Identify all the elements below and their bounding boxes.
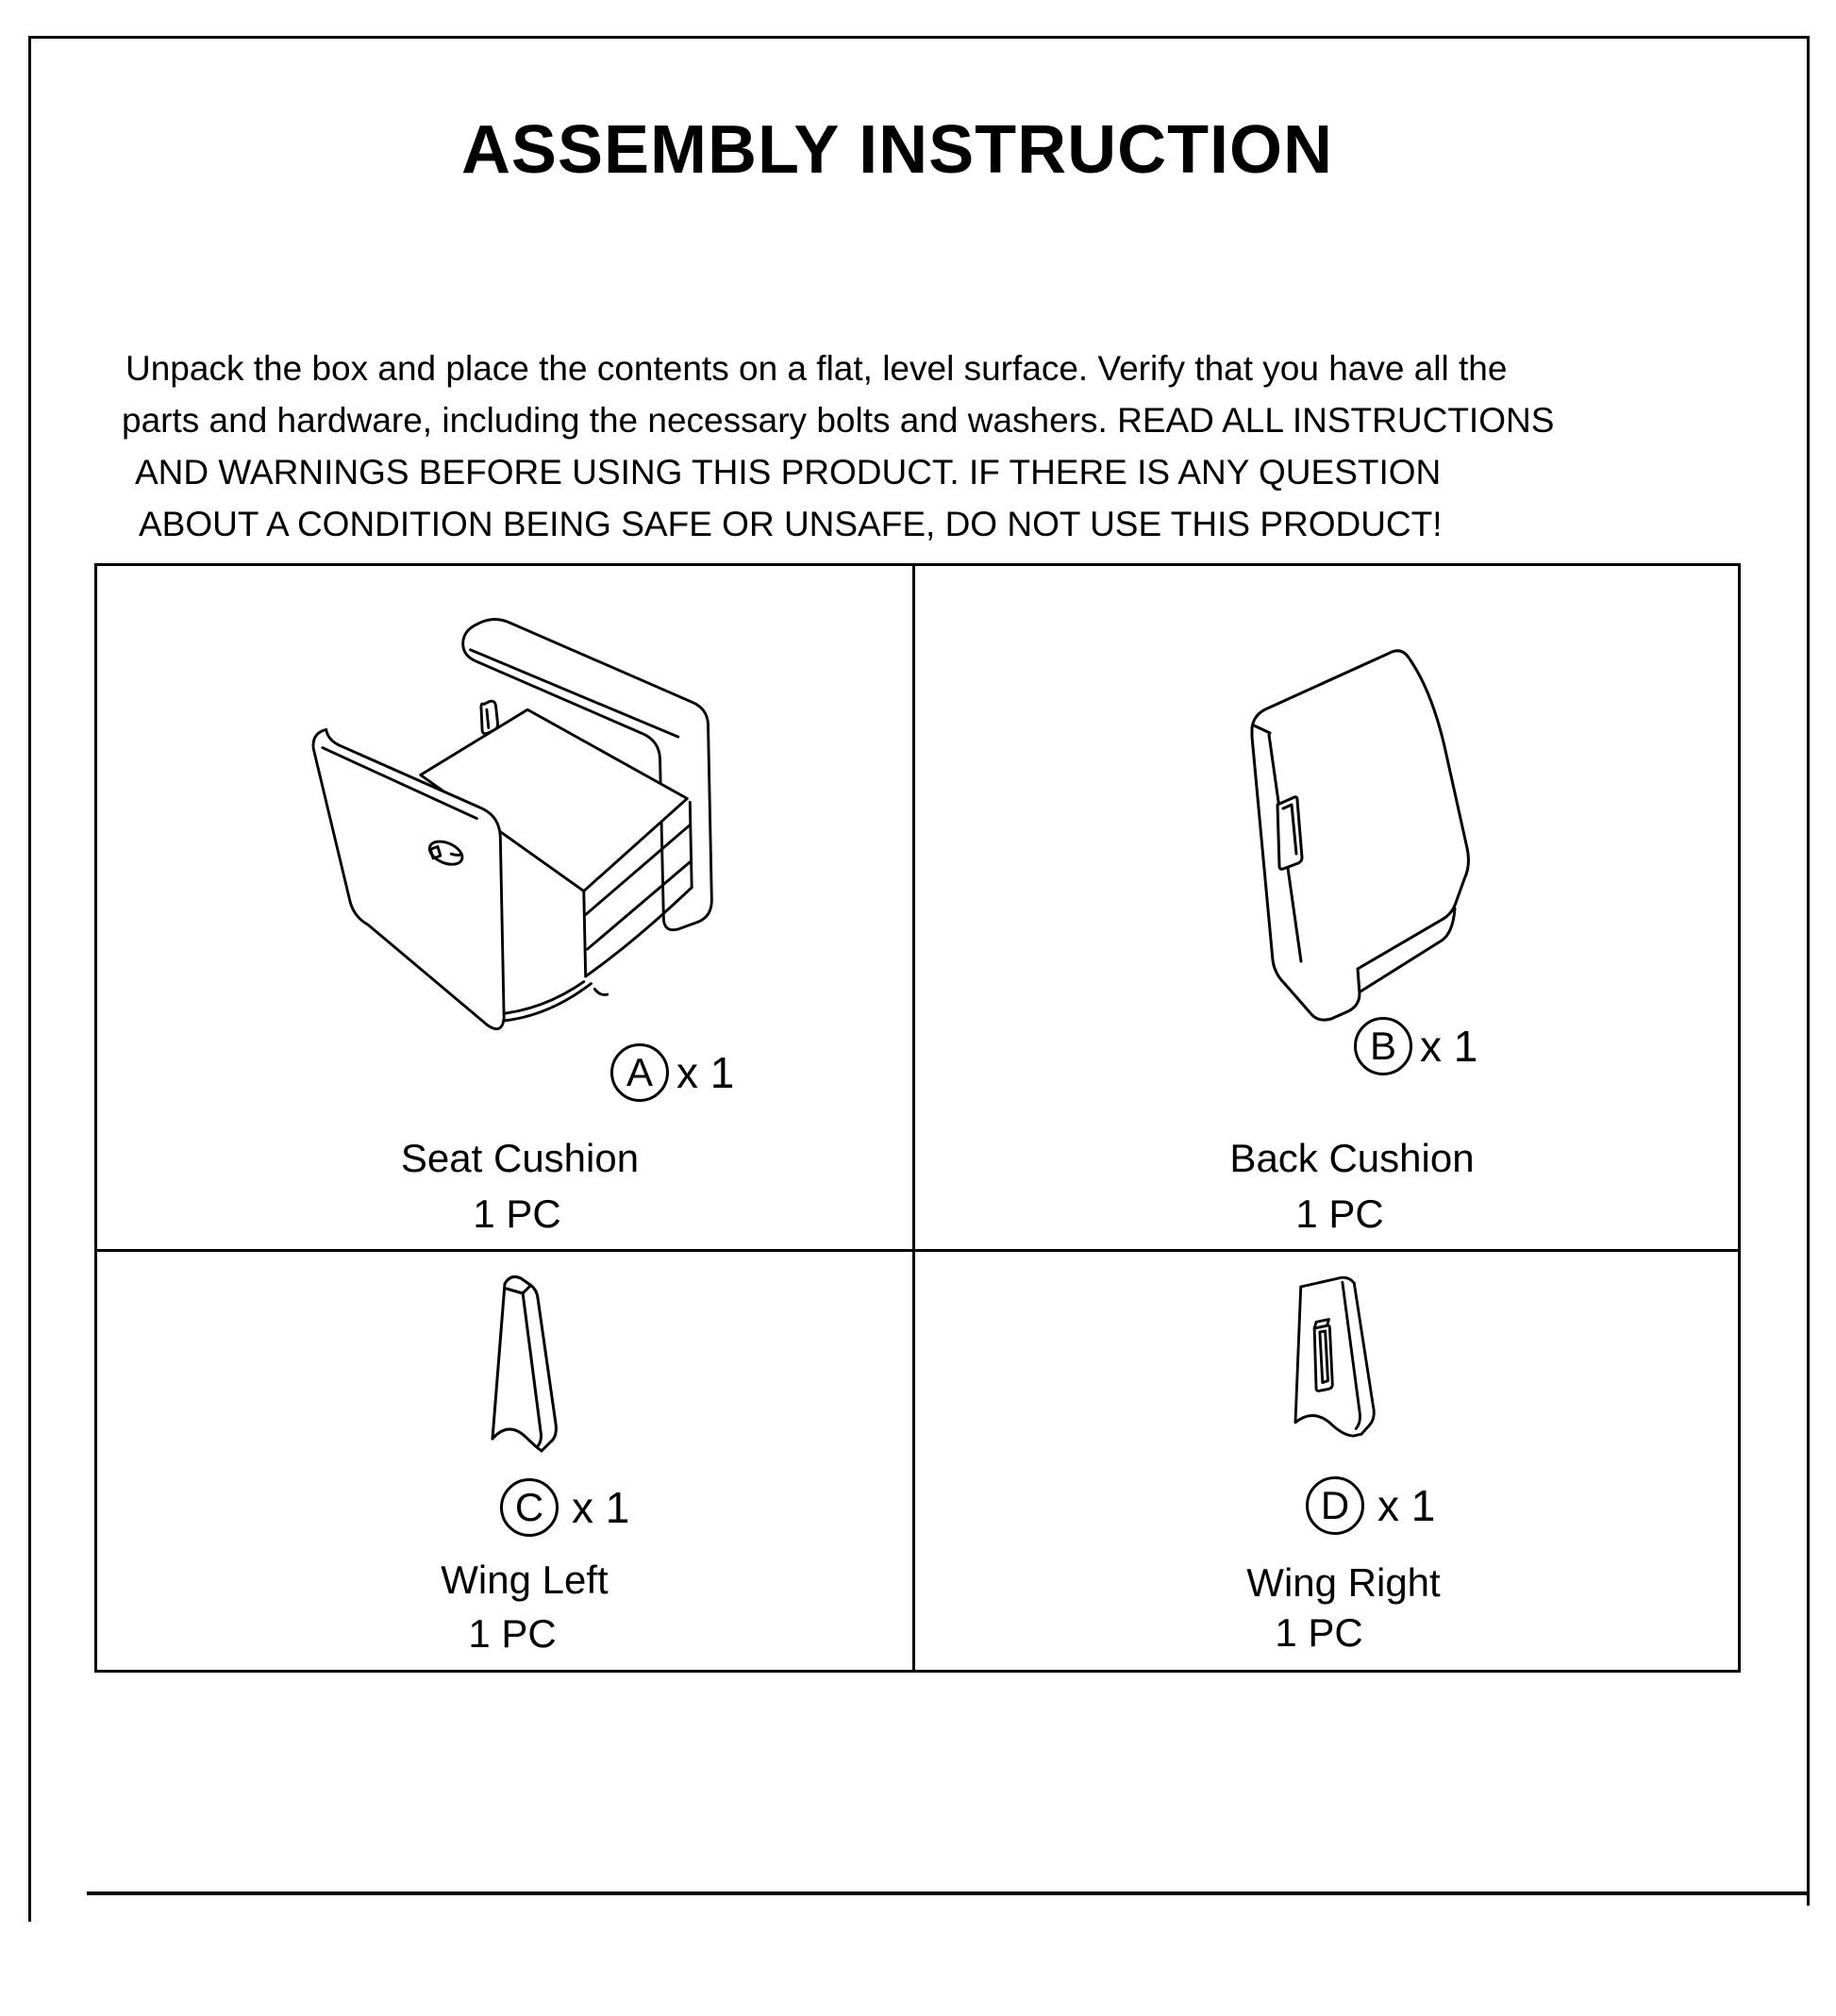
wing-right-drawing <box>1274 1271 1382 1455</box>
page-border-top <box>28 36 1810 39</box>
part-letter: B <box>1369 1024 1396 1068</box>
part-b-name: Back Cushion <box>1229 1136 1475 1180</box>
parts-table <box>94 563 1741 1673</box>
part-d-multiplier: x 1 <box>1377 1481 1436 1530</box>
part-c-letter-badge <box>500 1478 559 1537</box>
part-d-badge-row <box>1306 1476 1435 1535</box>
part-cell-wing-right <box>915 1252 1738 1670</box>
part-cell-wing-left <box>97 1252 915 1670</box>
back-cushion-drawing <box>1217 646 1491 1042</box>
part-b-letter-badge <box>1354 1017 1412 1075</box>
intro-paragraph <box>0 342 1836 550</box>
page-title: ASSEMBLY INSTRUCTION <box>460 112 1334 188</box>
part-c-multiplier: x 1 <box>572 1483 630 1532</box>
part-d-name: Wing Right <box>1246 1560 1441 1605</box>
part-a-badge-row <box>610 1043 734 1102</box>
wing-left-drawing <box>479 1271 574 1471</box>
seat-cushion-drawing <box>272 611 743 1055</box>
part-b-quantity: 1 PC <box>1295 1191 1384 1236</box>
part-c-name: Wing Left <box>441 1558 609 1602</box>
part-a-quantity: 1 PC <box>473 1191 561 1236</box>
part-a-name: Seat Cushion <box>400 1136 640 1180</box>
intro-line: parts and hardware, including the necessary bolts and washers. READ ALL INSTRUCTIONS <box>122 401 1555 440</box>
part-b-badge-row <box>1354 1017 1477 1075</box>
intro-line: AND WARNINGS BEFORE USING THIS PRODUCT. IF THERE IS ANY QUESTION <box>135 453 1442 492</box>
footer-rule <box>87 1891 1810 1895</box>
page-border-right <box>1807 36 1810 1906</box>
part-a-multiplier: x 1 <box>676 1048 735 1097</box>
part-cell-back-cushion <box>915 566 1738 1252</box>
part-letter: C <box>514 1485 544 1529</box>
part-letter: D <box>1320 1483 1350 1527</box>
part-d-letter-badge <box>1306 1476 1364 1535</box>
part-a-letter-badge <box>610 1043 669 1102</box>
part-letter: A <box>626 1050 653 1094</box>
intro-line: ABOUT A CONDITION BEING SAFE OR UNSAFE, DO NOT USE THIS PRODUCT! <box>139 505 1443 543</box>
part-c-quantity: 1 PC <box>468 1611 557 1656</box>
part-d-quantity: 1 PC <box>1275 1610 1363 1655</box>
part-cell-seat-cushion <box>97 566 915 1252</box>
part-b-multiplier: x 1 <box>1420 1022 1478 1071</box>
intro-line: Unpack the box and place the contents on a flat, level surface. Verify that you have all the <box>125 349 1508 388</box>
page-border-left <box>28 36 31 1922</box>
part-c-badge-row <box>500 1478 629 1537</box>
